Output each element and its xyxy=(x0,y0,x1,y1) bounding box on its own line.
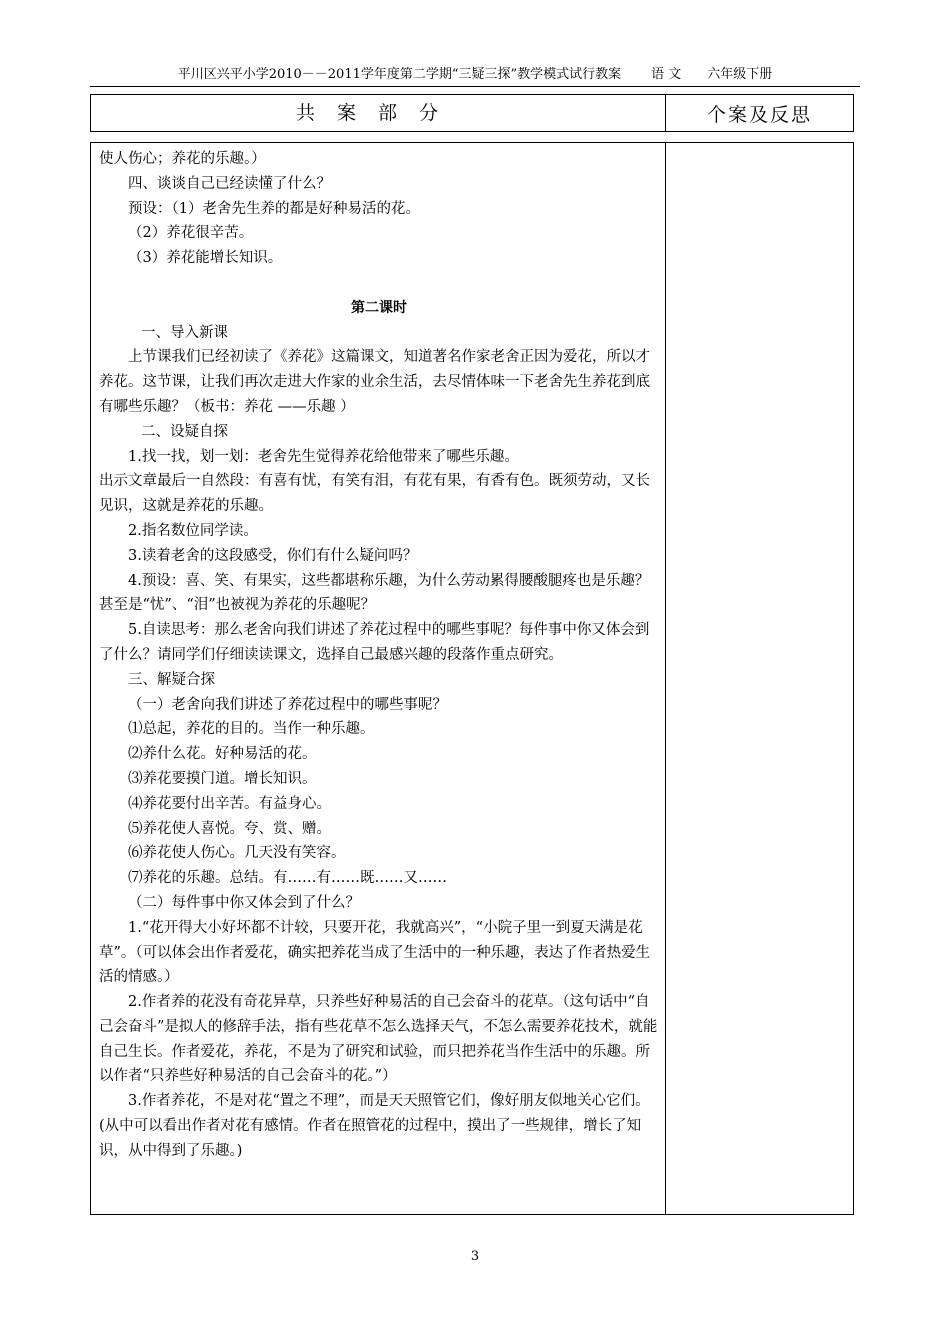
paragraph: 3.读着老舍的这段感受，你们有什么疑问吗？ xyxy=(128,547,418,564)
shared-plan-heading: 共案部分 xyxy=(91,95,666,131)
paragraph: 5.自读思考：那么老舍向我们讲述了养花过程中的哪些事呢？每件事中你又体会到了什么？请同学们仔细读读课文，选择自己最感兴趣的段落作重点研究。 xyxy=(99,622,650,663)
page-number: 3 xyxy=(470,1249,480,1264)
paragraph: （2）养花很辛苦。 xyxy=(128,225,254,242)
header-title: 平川区兴平小学2010－－2011学年度第二学期“三疑三探”教学模式试行教案 xyxy=(177,67,622,82)
paragraph: 1.“花开得大小好坏都不计较，只要开花，我就高兴”，“小院子里一到夏天满是花草”。（可以体会出作者爱花，确实把养花当成了生活中的一种乐趣，表达了作者热爱生活的情感。） xyxy=(99,919,651,986)
paragraph: 4.预设：喜、笑、有果实，这些都堪称乐趣，为什么劳动累得腰酸腿疼也是乐趣？甚至是“忧”、“泪”也被视为养花的乐趣呢？ xyxy=(99,572,650,614)
table-header-row xyxy=(90,94,854,132)
paragraph: 3.作者养花，不是对花“置之不理”，而是天天照管它们，像好朋友似地关心它们。(从中可以看出作者对花有感情。作者在照管花的过程中，摸出了一些规律，增长了知识，从中得到了乐趣。) xyxy=(99,1093,650,1159)
page-header xyxy=(90,64,860,87)
list-item: ⑺养花的乐趣。总结。有……有……既……又…… xyxy=(128,870,447,887)
paragraph: 2.指名数位同学读。 xyxy=(128,522,258,539)
paragraph: （3）养花能增长知识。 xyxy=(128,250,283,267)
section-heading: 三、解疑合探 xyxy=(128,671,215,688)
lesson-title: 第二课时 xyxy=(351,299,407,316)
list-item: ⑸养花使人喜悦。夸、赏、赠。 xyxy=(128,820,331,837)
list-item: ⑷养花要付出辛苦。有益身心。 xyxy=(128,795,331,812)
list-item: ⑶养花要摸门道。增长知识。 xyxy=(128,770,317,787)
list-item: ⑹养花使人伤心。几天没有笑容。 xyxy=(128,845,346,862)
section-heading: 一、导入新课 xyxy=(141,324,228,341)
section-heading: 四、谈谈自己已经读懂了什么？ xyxy=(128,175,331,192)
table-body xyxy=(90,142,854,1215)
paragraph: 预设：（1）老舍先生养的都是好种易活的花。 xyxy=(128,200,420,217)
paragraph: （二）每件事中你又体会到了什么？ xyxy=(128,894,360,911)
list-item: ⑵养什么花。好种易活的花。 xyxy=(128,746,317,763)
paragraph: 使人伤心；养花的乐趣。） xyxy=(99,151,266,167)
paragraph: 1.找一找，划一划：老舍先生觉得养花给他带来了哪些乐趣。 xyxy=(128,448,519,465)
list-item: ⑴总起，养花的目的。当作一种乐趣。 xyxy=(128,721,375,738)
paragraph: 2.作者养的花没有奇花异草，只养些好种易活的自己会奋斗的花草。（这句话中“自己会奋斗”是拟人的修辞手法，指有些花草不怎么选择天气，不怎么需要养花技术，就能自己生长。作者爱花，养花，不是为了研究和试验，而只把养花当作生活中的乐趣。所以作者“只养些好种易活的自己会奋斗的花。”） xyxy=(99,994,658,1085)
paragraph: 出示文章最后一自然段：有喜有忧，有笑有泪，有花有果，有香有色。既须劳动，又长见识，这就是养花的乐趣。 xyxy=(99,473,650,515)
column-divider xyxy=(665,143,666,1214)
header-grade: 六年级下册 xyxy=(707,67,773,82)
individual-reflection-heading: 个案及反思 xyxy=(706,104,812,126)
paragraph: （一）老舍向我们讲述了养花过程中的哪些事呢？ xyxy=(128,696,447,713)
section-heading: 二、设疑自探 xyxy=(141,423,228,440)
header-subject: 语 文 xyxy=(651,67,682,82)
shared-plan-content xyxy=(99,147,659,1164)
paragraph: 上节课我们已经初读了《养花》这篇课文，知道著名作家老舍正因为爱花，所以才养花。这节课，让我们再次走进大作家的业余生活，去尽情体味一下老舍先生养花到底有哪些乐趣？（板书：养花 ——乐趣 ） xyxy=(99,349,650,415)
